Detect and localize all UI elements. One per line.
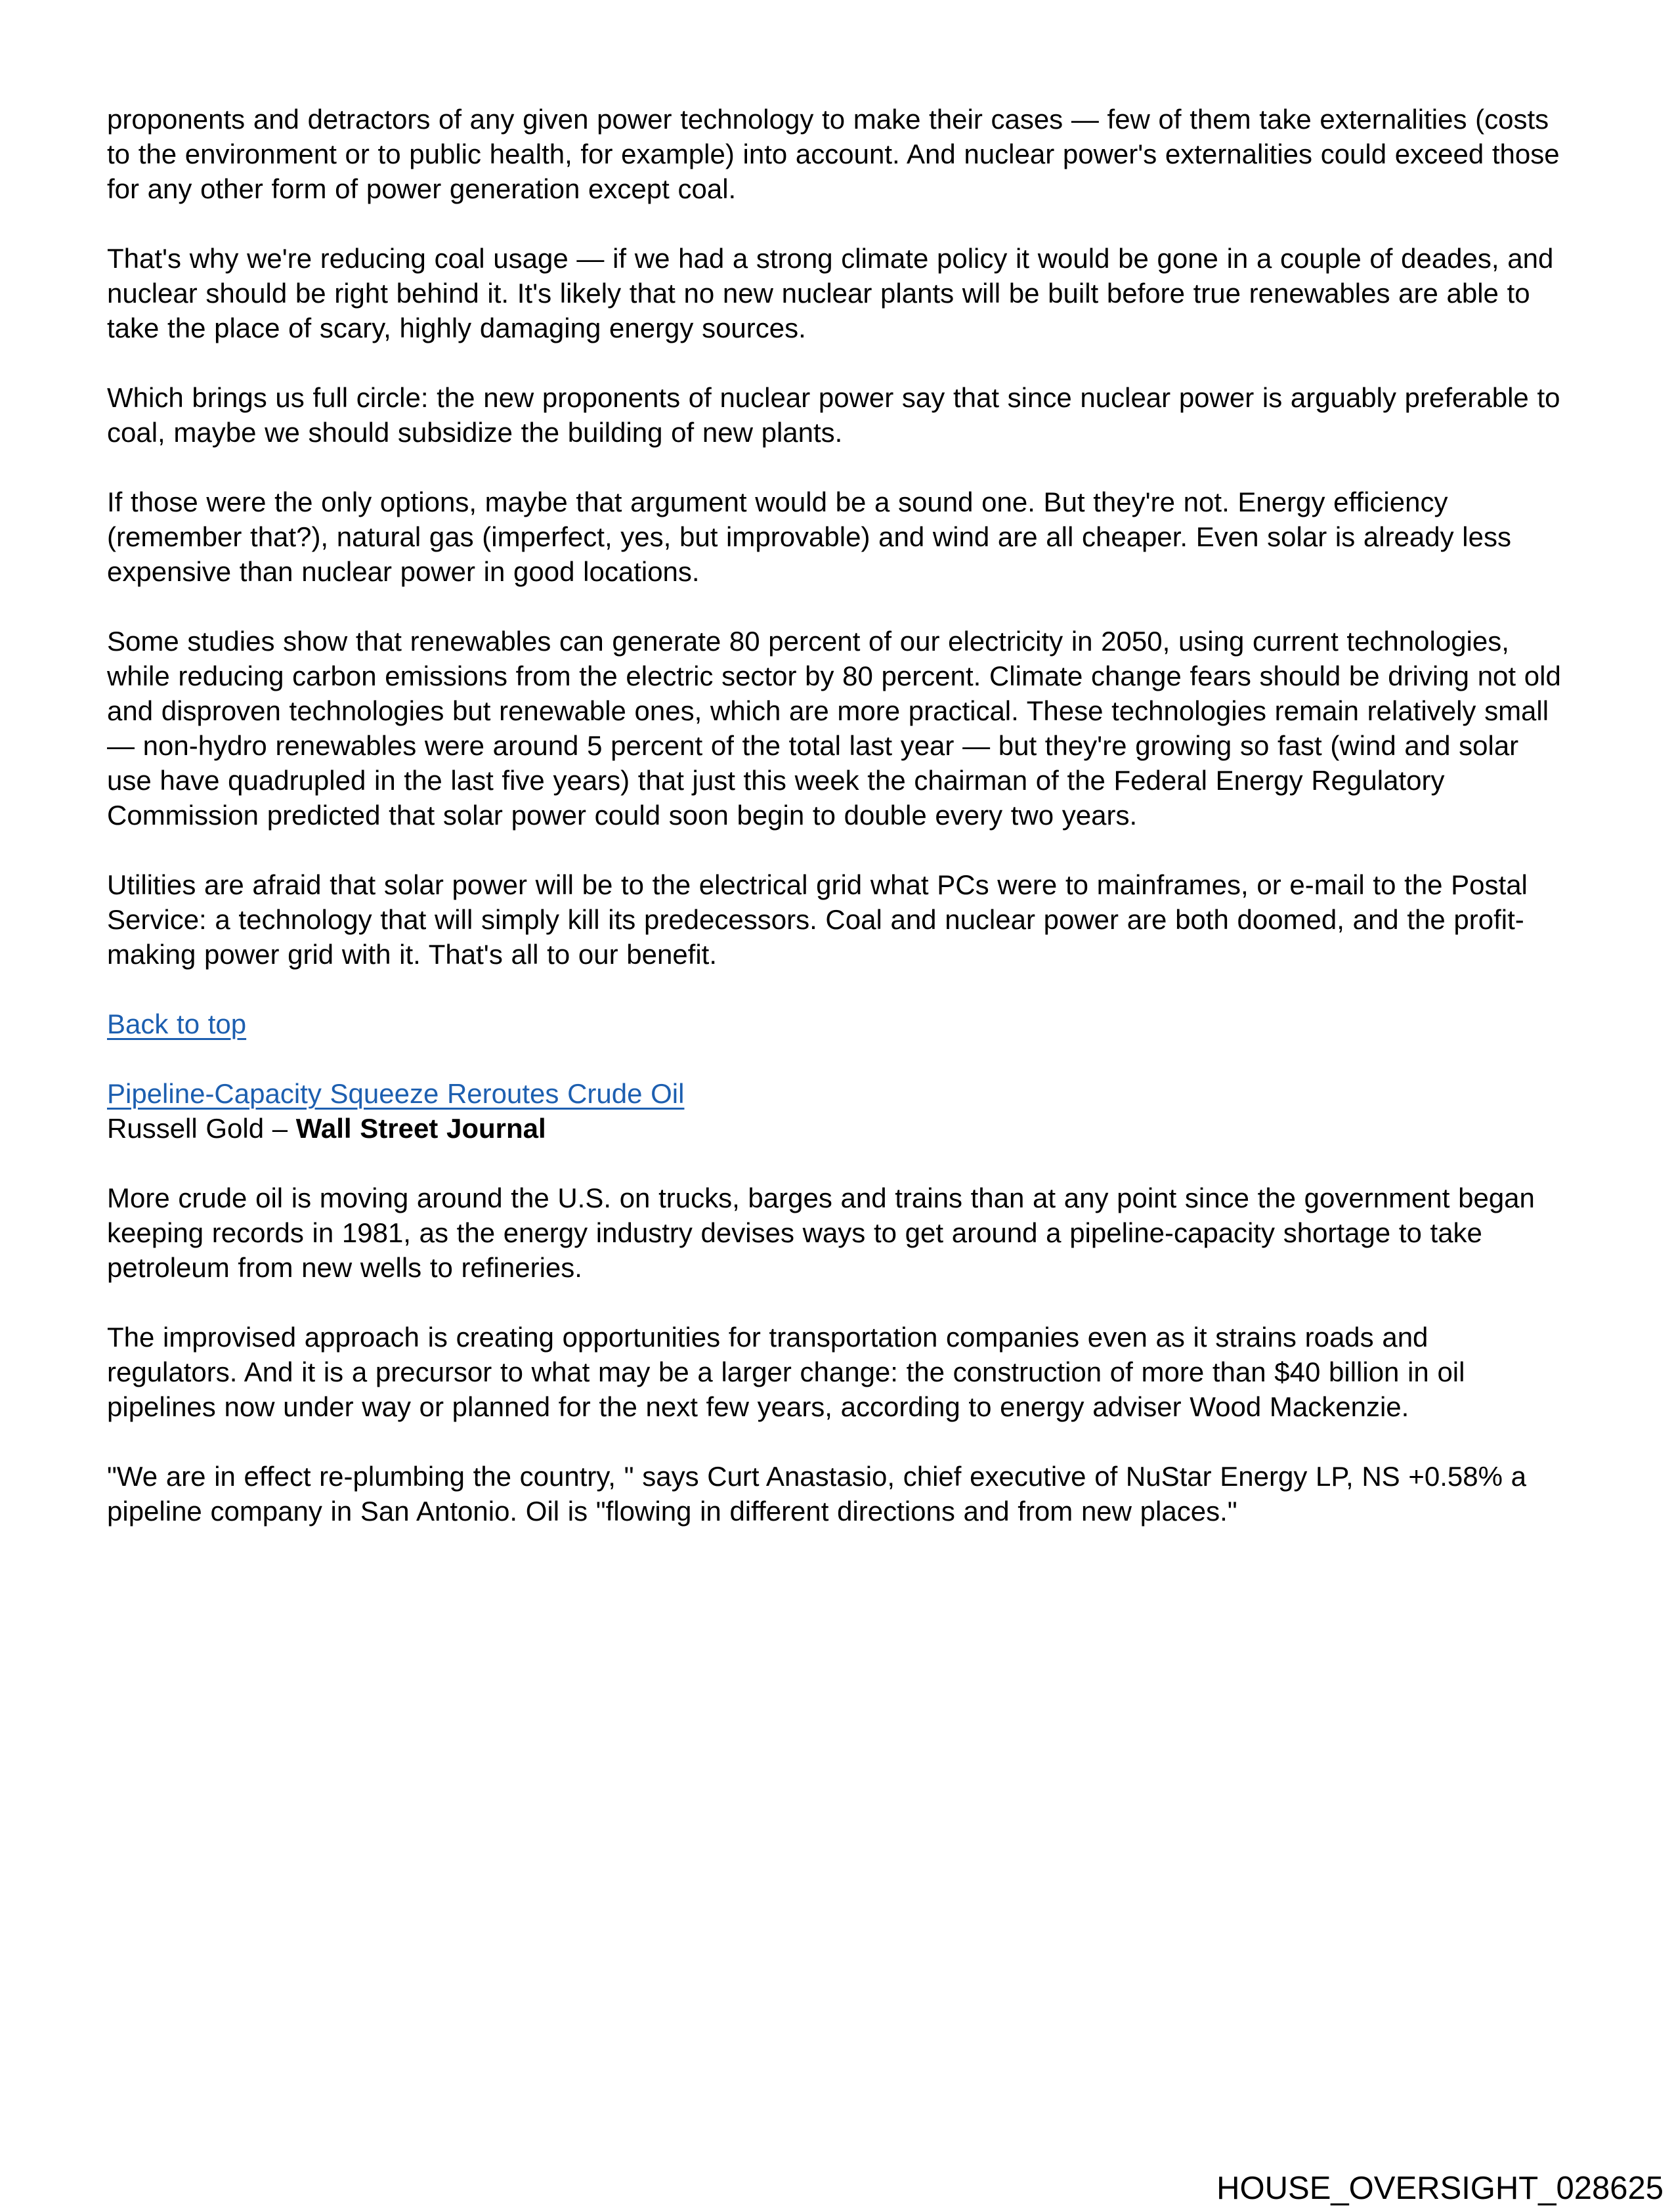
body-paragraph: If those were the only options, maybe that argument would be a sound one. But they're not. Energy efficiency (remember that?), natural gas (imperfect, yes, but improvable) and wind are all cheaper. Even solar is already less expensive than nuclear power in good locations. <box>107 487 1511 587</box>
body-paragraph: proponents and detractors of any given power technology to make their cases — few of them take externalities (costs to the environment or to public health, for example) into account. And nuclear power's externalities could exceed those for any other form of power generation except coal. <box>107 104 1560 204</box>
body-paragraph: That's why we're reducing coal usage — if we had a strong climate policy it would be gone in a couple of deades, and nuclear should be right behind it. It's likely that no new nuclear plants will be built before true renewables are able to take the place of scary, highly damaging energy sources. <box>107 243 1554 343</box>
article-title-link[interactable]: Pipeline-Capacity Squeeze Reroutes Crude Oil <box>107 1078 685 1109</box>
article-byline-source: Wall Street Journal <box>295 1113 546 1144</box>
article-heading-block <box>107 1076 1566 1146</box>
body-paragraph: Utilities are afraid that solar power will be to the electrical grid what PCs were to mainframes, or e-mail to the Postal Service: a technology that will simply kill its predecessors. Coal and nuclear power are both doomed, and the profit-making power grid with it. That's all to our benefit. <box>107 869 1528 970</box>
back-to-top-link[interactable]: Back to top <box>107 1008 247 1039</box>
article-paragraph: "We are in effect re-plumbing the country, " says Curt Anastasio, chief executive of NuStar Energy LP, NS +0.58% a pipeline company in San Antonio. Oil is "flowing in different directions and from new places." <box>107 1461 1526 1527</box>
body-paragraph: Some studies show that renewables can generate 80 percent of our electricity in 2050, using current technologies, while reducing carbon emissions from the electric sector by 80 percent. Climate change fears should be driving not old and disproven technologies but renewable ones, which are more practical. These technologies remain relatively small — non-hydro renewables were around 5 percent of the total last year — but they're growing so fast (wind and solar use have quadrupled in the last five years) that just this week the chairman of the Federal Energy Regulatory Commission predicted that solar power could soon begin to double every two years. <box>107 626 1561 831</box>
back-to-top-paragraph <box>107 1007 1566 1041</box>
bates-stamp: HOUSE_OVERSIGHT_028625 <box>1216 2171 1663 2206</box>
body-paragraph: Which brings us full circle: the new proponents of nuclear power say that since nuclear power is arguably preferable to coal, maybe we should subsidize the building of new plants. <box>107 382 1560 448</box>
article-byline-author: Russell Gold – <box>107 1113 296 1144</box>
article-paragraph: More crude oil is moving around the U.S. on trucks, barges and trains than at any point since the government began keeping records in 1981, as the energy industry devises ways to get around a pipeline-capacity shortage to take petroleum from new wells to refineries. <box>107 1182 1535 1283</box>
article-paragraph: The improvised approach is creating opportunities for transportation companies even as it strains roads and regulators. And it is a precursor to what may be a larger change: the construction of more than $40 billion in oil pipelines now under way or planned for the next few years, according to energy adviser Wood Mackenzie. <box>107 1322 1465 1422</box>
